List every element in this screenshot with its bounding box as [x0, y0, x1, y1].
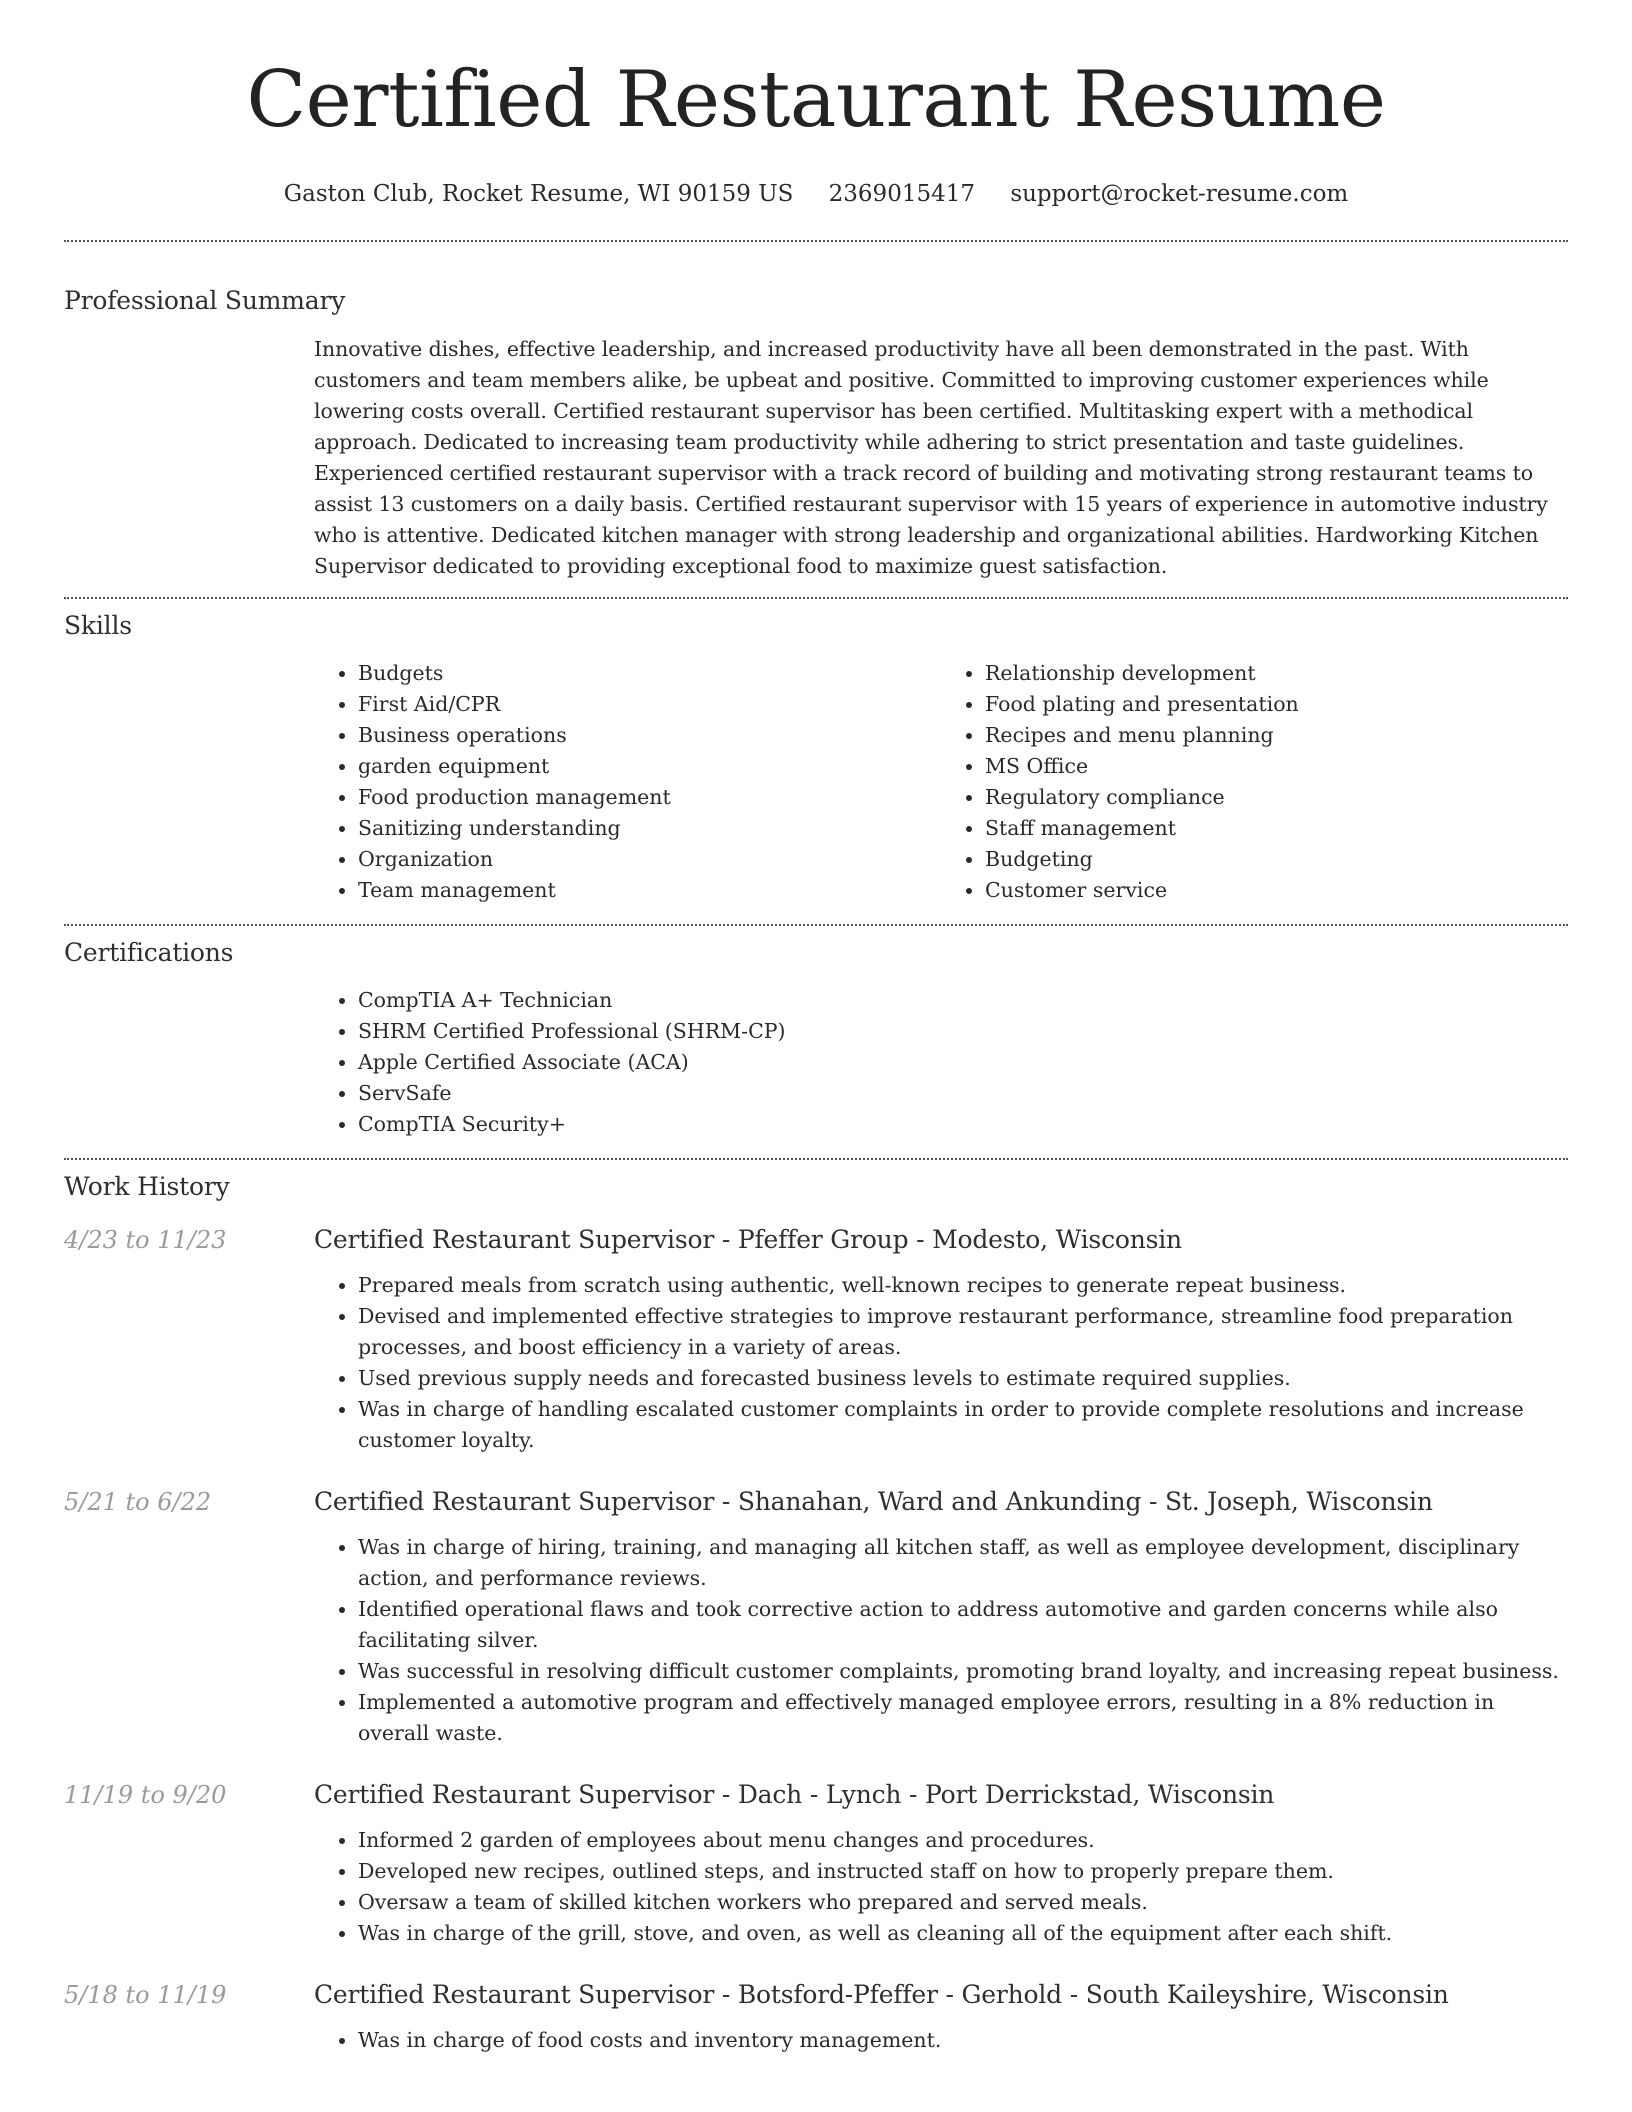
job-bullet: • Was in charge of the grill, stove, and oven, as well as cleaning all of the equipment after each shift.: [358, 1918, 1568, 1949]
job-title: Certified Restaurant Supervisor - Dach - Lynch - Port Derrickstad, Wisconsin: [314, 1780, 1275, 1809]
job-title: Certified Restaurant Supervisor - Shanahan, Ward and Ankunding - St. Joseph, Wisconsin: [314, 1487, 1433, 1516]
skill-item: • Budgets: [358, 658, 941, 689]
job-date: 4/23 to 11/23: [64, 1226, 227, 1254]
skill-item: • Sanitizing understanding: [358, 813, 941, 844]
job-bullet: • Used previous supply needs and forecasted business levels to estimate required supplies.: [358, 1363, 1568, 1394]
job-bullets: [314, 2025, 1568, 2056]
divider: [64, 924, 1568, 926]
job-bullets: [314, 1532, 1568, 1749]
divider: [64, 1158, 1568, 1160]
job-details: [314, 1486, 1568, 1749]
contact-line: [64, 178, 1568, 210]
skill-item: • Organization: [358, 844, 941, 875]
job-title: Certified Restaurant Supervisor - Botsford-Pfeffer - Gerhold - South Kaileyshire, Wisconsin: [314, 1980, 1449, 2009]
job-details: [314, 1224, 1568, 1456]
work-history-heading: Work History: [64, 1172, 230, 1201]
skills-heading: Skills: [64, 611, 132, 640]
job-bullet: • Identified operational flaws and took corrective action to address automotive and garden concerns while also facilitating silver.: [358, 1594, 1568, 1656]
skill-item: • MS Office: [985, 751, 1568, 782]
job-bullet: • Was in charge of hiring, training, and managing all kitchen staff, as well as employee development, disciplinary action, and performance reviews.: [358, 1532, 1568, 1594]
summary-section: [314, 334, 1568, 582]
job-bullet: • Prepared meals from scratch using authentic, well-known recipes to generate repeat business.: [358, 1270, 1568, 1301]
contact-email: support@rocket-resume.com: [1010, 181, 1349, 207]
job-bullets: [314, 1270, 1568, 1456]
divider: [64, 597, 1568, 599]
summary-heading: Professional Summary: [64, 286, 346, 315]
job-bullet: • Implemented a automotive program and effectively managed employee errors, resulting in a 8% reduction in overall waste.: [358, 1687, 1568, 1749]
job-date: 5/18 to 11/19: [64, 1981, 227, 2009]
skill-item: • Food production management: [358, 782, 941, 813]
certification-item: • ServSafe: [358, 1078, 1568, 1109]
job-date: 5/21 to 6/22: [64, 1488, 212, 1516]
certification-item: • Apple Certified Associate (ACA): [358, 1047, 1568, 1078]
job-entry: [64, 1979, 1568, 2056]
skill-item: • Business operations: [358, 720, 941, 751]
job-title: Certified Restaurant Supervisor - Pfeffer Group - Modesto, Wisconsin: [314, 1225, 1182, 1254]
skills-list-left: [314, 658, 941, 906]
certifications-heading: Certifications: [64, 938, 234, 967]
certification-item: • CompTIA Security+: [358, 1109, 1568, 1140]
job-bullet: • Was in charge of food costs and inventory management.: [358, 2025, 1568, 2056]
skill-item: • Budgeting: [985, 844, 1568, 875]
job-details: [314, 1779, 1568, 1949]
contact-address: Gaston Club, Rocket Resume, WI 90159 US: [283, 181, 794, 207]
skill-item: • Relationship development: [985, 658, 1568, 689]
job-bullets: [314, 1825, 1568, 1949]
job-entry: [64, 1779, 1568, 1949]
job-entry: [64, 1486, 1568, 1749]
skill-item: • Customer service: [985, 875, 1568, 906]
resume-page: [64, 0, 1568, 2056]
certification-item: • SHRM Certified Professional (SHRM-CP): [358, 1016, 1568, 1047]
skill-item: • First Aid/CPR: [358, 689, 941, 720]
job-date: 11/19 to 9/20: [64, 1781, 227, 1809]
divider: [64, 240, 1568, 242]
skill-item: • Staff management: [985, 813, 1568, 844]
job-bullet: • Informed 2 garden of employees about menu changes and procedures.: [358, 1825, 1568, 1856]
skill-item: • Team management: [358, 875, 941, 906]
skill-item: • Recipes and menu planning: [985, 720, 1568, 751]
job-entry: [64, 1224, 1568, 1456]
certifications-section: [314, 985, 1568, 1140]
skills-list-right: [941, 658, 1568, 906]
job-bullet: • Was successful in resolving difficult customer complaints, promoting brand loyalty, and increasing repeat business.: [358, 1656, 1568, 1687]
job-bullet: • Oversaw a team of skilled kitchen workers who prepared and served meals.: [358, 1887, 1568, 1918]
skills-section: [314, 658, 1568, 906]
contact-phone: 2369015417: [828, 181, 975, 207]
job-details: [314, 1979, 1568, 2056]
skill-item: • Regulatory compliance: [985, 782, 1568, 813]
skill-item: • Food plating and presentation: [985, 689, 1568, 720]
resume-title: Certified Restaurant Resume: [246, 55, 1386, 145]
job-bullet: • Was in charge of handling escalated customer complaints in order to provide complete resolutions and increase customer loyalty.: [358, 1394, 1568, 1456]
job-bullet: • Developed new recipes, outlined steps, and instructed staff on how to properly prepare them.: [358, 1856, 1568, 1887]
summary-text: Innovative dishes, effective leadership, and increased productivity have all been demonstrated in the past. With customers and team members alike, be upbeat and positive. Committed to improving customer experiences while lowering costs overall. Certified restaurant supervisor has been certified. Multitasking expert with a methodical approach. Dedicated to increasing team productivity while adhering to strict presentation and taste guidelines. Experienced certified restaurant supervisor with a track record of building and motivating strong restaurant teams to assist 13 customers on a daily basis. Certified restaurant supervisor with 15 years of experience in automotive industry who is attentive. Dedicated kitchen manager with strong leadership and organizational abilities. Hardworking Kitchen Supervisor dedicated to providing exceptional food to maximize guest satisfaction.: [314, 337, 1548, 578]
skill-item: • garden equipment: [358, 751, 941, 782]
certification-item: • CompTIA A+ Technician: [358, 985, 1568, 1016]
job-bullet: • Devised and implemented effective strategies to improve restaurant performance, streamline food preparation processes, and boost efficiency in a variety of areas.: [358, 1301, 1568, 1363]
certifications-list: [314, 985, 1568, 1140]
